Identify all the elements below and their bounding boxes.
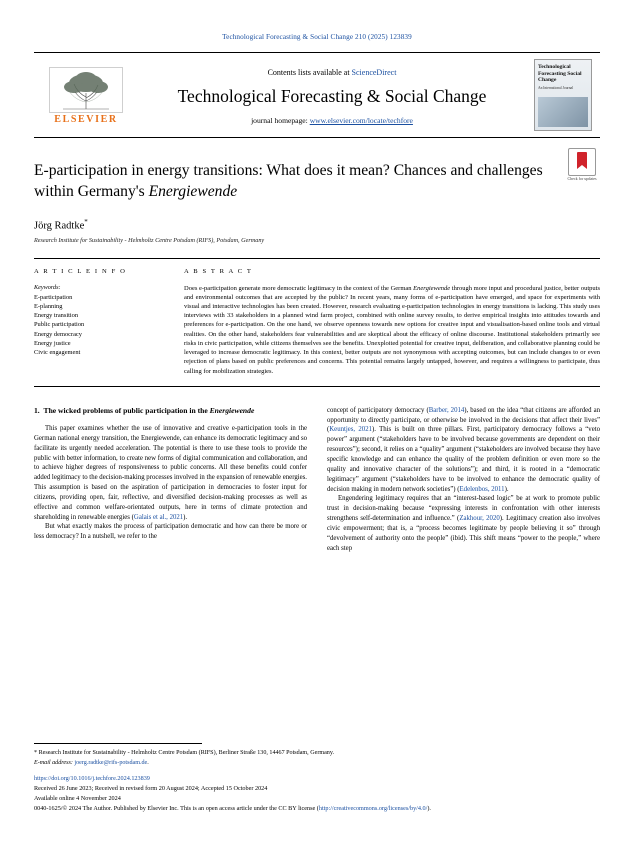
citation-link[interactable]: Barber, 2014: [428, 406, 465, 414]
doi-link[interactable]: https://doi.org/10.1016/j.techfore.2024.123839: [34, 775, 150, 783]
elsevier-tree-icon: [49, 67, 123, 113]
crossmark-icon: [568, 148, 596, 176]
author-line: [34, 218, 600, 232]
author-name: Jörg Radtke: [34, 220, 85, 232]
section-heading: [34, 406, 307, 416]
correspondence-note: * Research Institute for Sustainability - Helmholtz Centre Potsdam (RIFS), Berliner Straße 130, 14467 Potsdam, Germany.: [34, 750, 335, 757]
journal-title: Technological Forecasting & Social Change: [177, 85, 487, 106]
journal-cover: [526, 53, 600, 137]
keywords-label: Keywords:: [34, 283, 61, 291]
page-footer: [34, 743, 600, 814]
keyword-item: Energy democracy: [34, 330, 82, 338]
abstract-column: [184, 268, 600, 376]
keyword-item: Energy transition: [34, 312, 79, 320]
citation-link[interactable]: Edelenbos, 2011: [459, 485, 505, 493]
received-dates: Received 26 June 2023; Received in revised form 20 August 2024; Accepted 15 October 2024: [34, 785, 268, 793]
citation-link[interactable]: Zakhour, 2020: [459, 515, 500, 523]
abstract-part-a: Does e-participation generate more democratic legitimacy in the context of the German: [184, 284, 414, 292]
license-link[interactable]: http://creativecommons.org/licenses/by/4.0/: [318, 805, 428, 813]
page-title: [34, 160, 600, 202]
paragraph: [34, 424, 307, 522]
body-column-left: [34, 406, 307, 554]
para-text: ).: [504, 485, 509, 493]
para-text: ). This is built on three pillars. First, participatory democracy follows a “veto power” argument (“stakeholders have to be involved because governments are dependent on their resources”); second, it relies on a “quality” argument (“stakeholders are involved because they have specific knowledge and can enhance the quality of the problem definition or even more so the quality and innovative character of the solutions”); and third, it is rooted in a “democratic legitimacy” argument (“stakeholders have to be involved to enhance the democratic quality of decision making in modern network societies”) (: [327, 426, 600, 493]
abstract-text: [184, 284, 600, 376]
masthead-center: [138, 53, 526, 137]
citation-link[interactable]: Galais et al., 2021: [133, 513, 184, 521]
contents-prefix: Contents lists available at: [267, 67, 352, 77]
email-suffix: .: [147, 760, 149, 767]
citation-link[interactable]: Keuntjes, 2021: [329, 426, 372, 434]
cover-title: Technological Forecasting Social Change: [538, 64, 582, 84]
para-text: concept of participatory democracy (: [327, 406, 429, 414]
title-text: E-participation in energy transitions: What does it mean? Chances and challenges within Germany's: [34, 162, 543, 201]
cover-subtitle: An International Journal: [538, 85, 574, 90]
para-text: But what exactly makes the process of participation democratic and how can there be more or less democracy? In a nutshell, we refer to the: [34, 523, 307, 541]
crossmark-caption: Check for updates: [567, 176, 597, 181]
keyword-item: Public participation: [34, 321, 85, 329]
author-footnote-marker[interactable]: *: [84, 218, 88, 227]
paragraph: [327, 406, 600, 495]
keyword-item: E-planning: [34, 302, 63, 310]
article-info-heading: A R T I C L E I N F O: [34, 267, 127, 275]
title-italic: Energiewende: [148, 183, 238, 201]
affiliation: Research Institute for Sustainability - Helmholtz Centre Potsdam (RIFS), Potsdam, Germany: [34, 236, 265, 244]
keyword-item: E-participation: [34, 293, 73, 301]
para-text: ), based on the idea “that citizens are afforded an opportunity to directly participate, or otherwise be involved in the decisions that affect their lives” (: [327, 406, 600, 434]
email-link[interactable]: joerg.radtke@rifs-potsdam.de: [74, 760, 148, 767]
keyword-item: Energy justice: [34, 340, 71, 347]
info-divider-bottom: [34, 386, 600, 387]
footnote-divider: [34, 743, 202, 744]
paragraph: [34, 522, 307, 542]
publisher-name: ELSEVIER: [54, 114, 118, 125]
email-label: E-mail address:: [34, 760, 75, 767]
contents-line: [268, 68, 397, 77]
copyright-text-a: 0040-1625/© 2024 The Author. Published by Elsevier Inc. This is an open access article under the CC BY license (: [34, 805, 319, 813]
sciencedirect-link[interactable]: ScienceDirect: [351, 67, 397, 77]
section-title-text: The wicked problems of public participation in the: [43, 405, 210, 415]
journal-reference: Technological Forecasting & Social Change 210 (2025) 123839: [222, 33, 412, 41]
para-text: ). Legitimacy creation also involves civic empowerment; that is, a “process becomes legitimate by people believing it so” through “devolvement of authority onto the people” (ibid). This shift means “power to the people,” where each step: [327, 515, 600, 552]
journal-masthead: [34, 52, 600, 138]
para-text: This paper examines whether the use of innovative and creative e-participation tools in the German national energy transition, the: [34, 425, 307, 442]
para-text: Engendering legitimacy requires that an “interest-based logic” be at work to promote public trust in decision-making because “expressing interests in confrontation with other interests strengthens self-determination and influence.” (: [327, 495, 600, 523]
para-text: , can enhance its democratic legitimacy and so facilitate its urgently needed acceleration. The potential is there to use these tools to provide the public with better information, to create new forms of digital communication and collaboration, and to achieve higher degrees of responsiveness to public concerns. All these benefits could confer added legitimacy to the decision-making processes involved in the expansion of renewable energies. This assumption is based on the aspiration of participation in democracies to foster input for citizens, providing open, fair, reflective, and diversified decision-making processes as well as effective and common welfare-orientated outputs, here in terms of climate protection and shareholding in renewable energies (: [34, 434, 307, 521]
crossmark-badge[interactable]: [564, 148, 600, 182]
section-number: 1.: [34, 405, 40, 415]
abstract-italic: Energiewende: [413, 284, 451, 292]
cover-image: [538, 97, 588, 127]
section-title-italic: Energiewende: [209, 405, 255, 415]
email-line: [34, 759, 600, 768]
abstract-part-b: through more input and procedural justice, better outputs and environmental outcomes that are accepted by the public? In recent years, many forms of e-participation have emerged, and space for experiments with visual and interactive technologies has been created. However, research evaluating e-participation technologies in energy transitions is lacking. This study uses interviews with 33 stakeholders in a planned wind farm project, combined with online survey results, to derive empirical insights into attitudes towards and preferences for e-participation. On the one hand, we observe openness towards new options for creative input and visualisation-based online tools and virtual realities. On the other hand, stakeholders fear vulnerabilities and are skeptical about the efficacy of online discourse. Institutional stakeholders primarily see risks in civic participation, while citizens themselves see the benefits. Unexploited potential for creative input, deliberation, and collaborative planning could be leveraged to increase democratic legitimacy. In this context, better outputs are not synonymous with accepting outcomes, but can include changes to or even rejection of plans based on public preferences and concerns. This potential remains largely untapped, however, and requires a willingness to participate, thus calling for mobilization strategies.: [184, 284, 600, 375]
doi-link-wrapper[interactable]: [34, 775, 600, 784]
publisher-logo: [34, 53, 138, 137]
copyright-line: [34, 805, 600, 814]
homepage-prefix: journal homepage:: [251, 115, 310, 125]
body-columns: [34, 406, 600, 554]
journal-homepage-line: [251, 116, 413, 125]
cover-thumbnail: [534, 59, 592, 131]
keyword-item: Civic engagement: [34, 349, 81, 357]
article-info-column: [34, 268, 184, 376]
paragraph: [327, 494, 600, 553]
info-abstract-row: [34, 259, 600, 376]
para-text: ).: [183, 513, 188, 521]
copyright-text-b: ).: [427, 805, 431, 813]
available-online: Available online 4 November 2024: [34, 795, 121, 803]
journal-homepage-link[interactable]: www.elsevier.com/locate/techfore: [309, 115, 413, 125]
title-area: [34, 160, 600, 244]
body-column-right: [327, 406, 600, 554]
abstract-heading: A B S T R A C T: [184, 267, 253, 275]
para-italic: Energiewende: [140, 434, 180, 442]
